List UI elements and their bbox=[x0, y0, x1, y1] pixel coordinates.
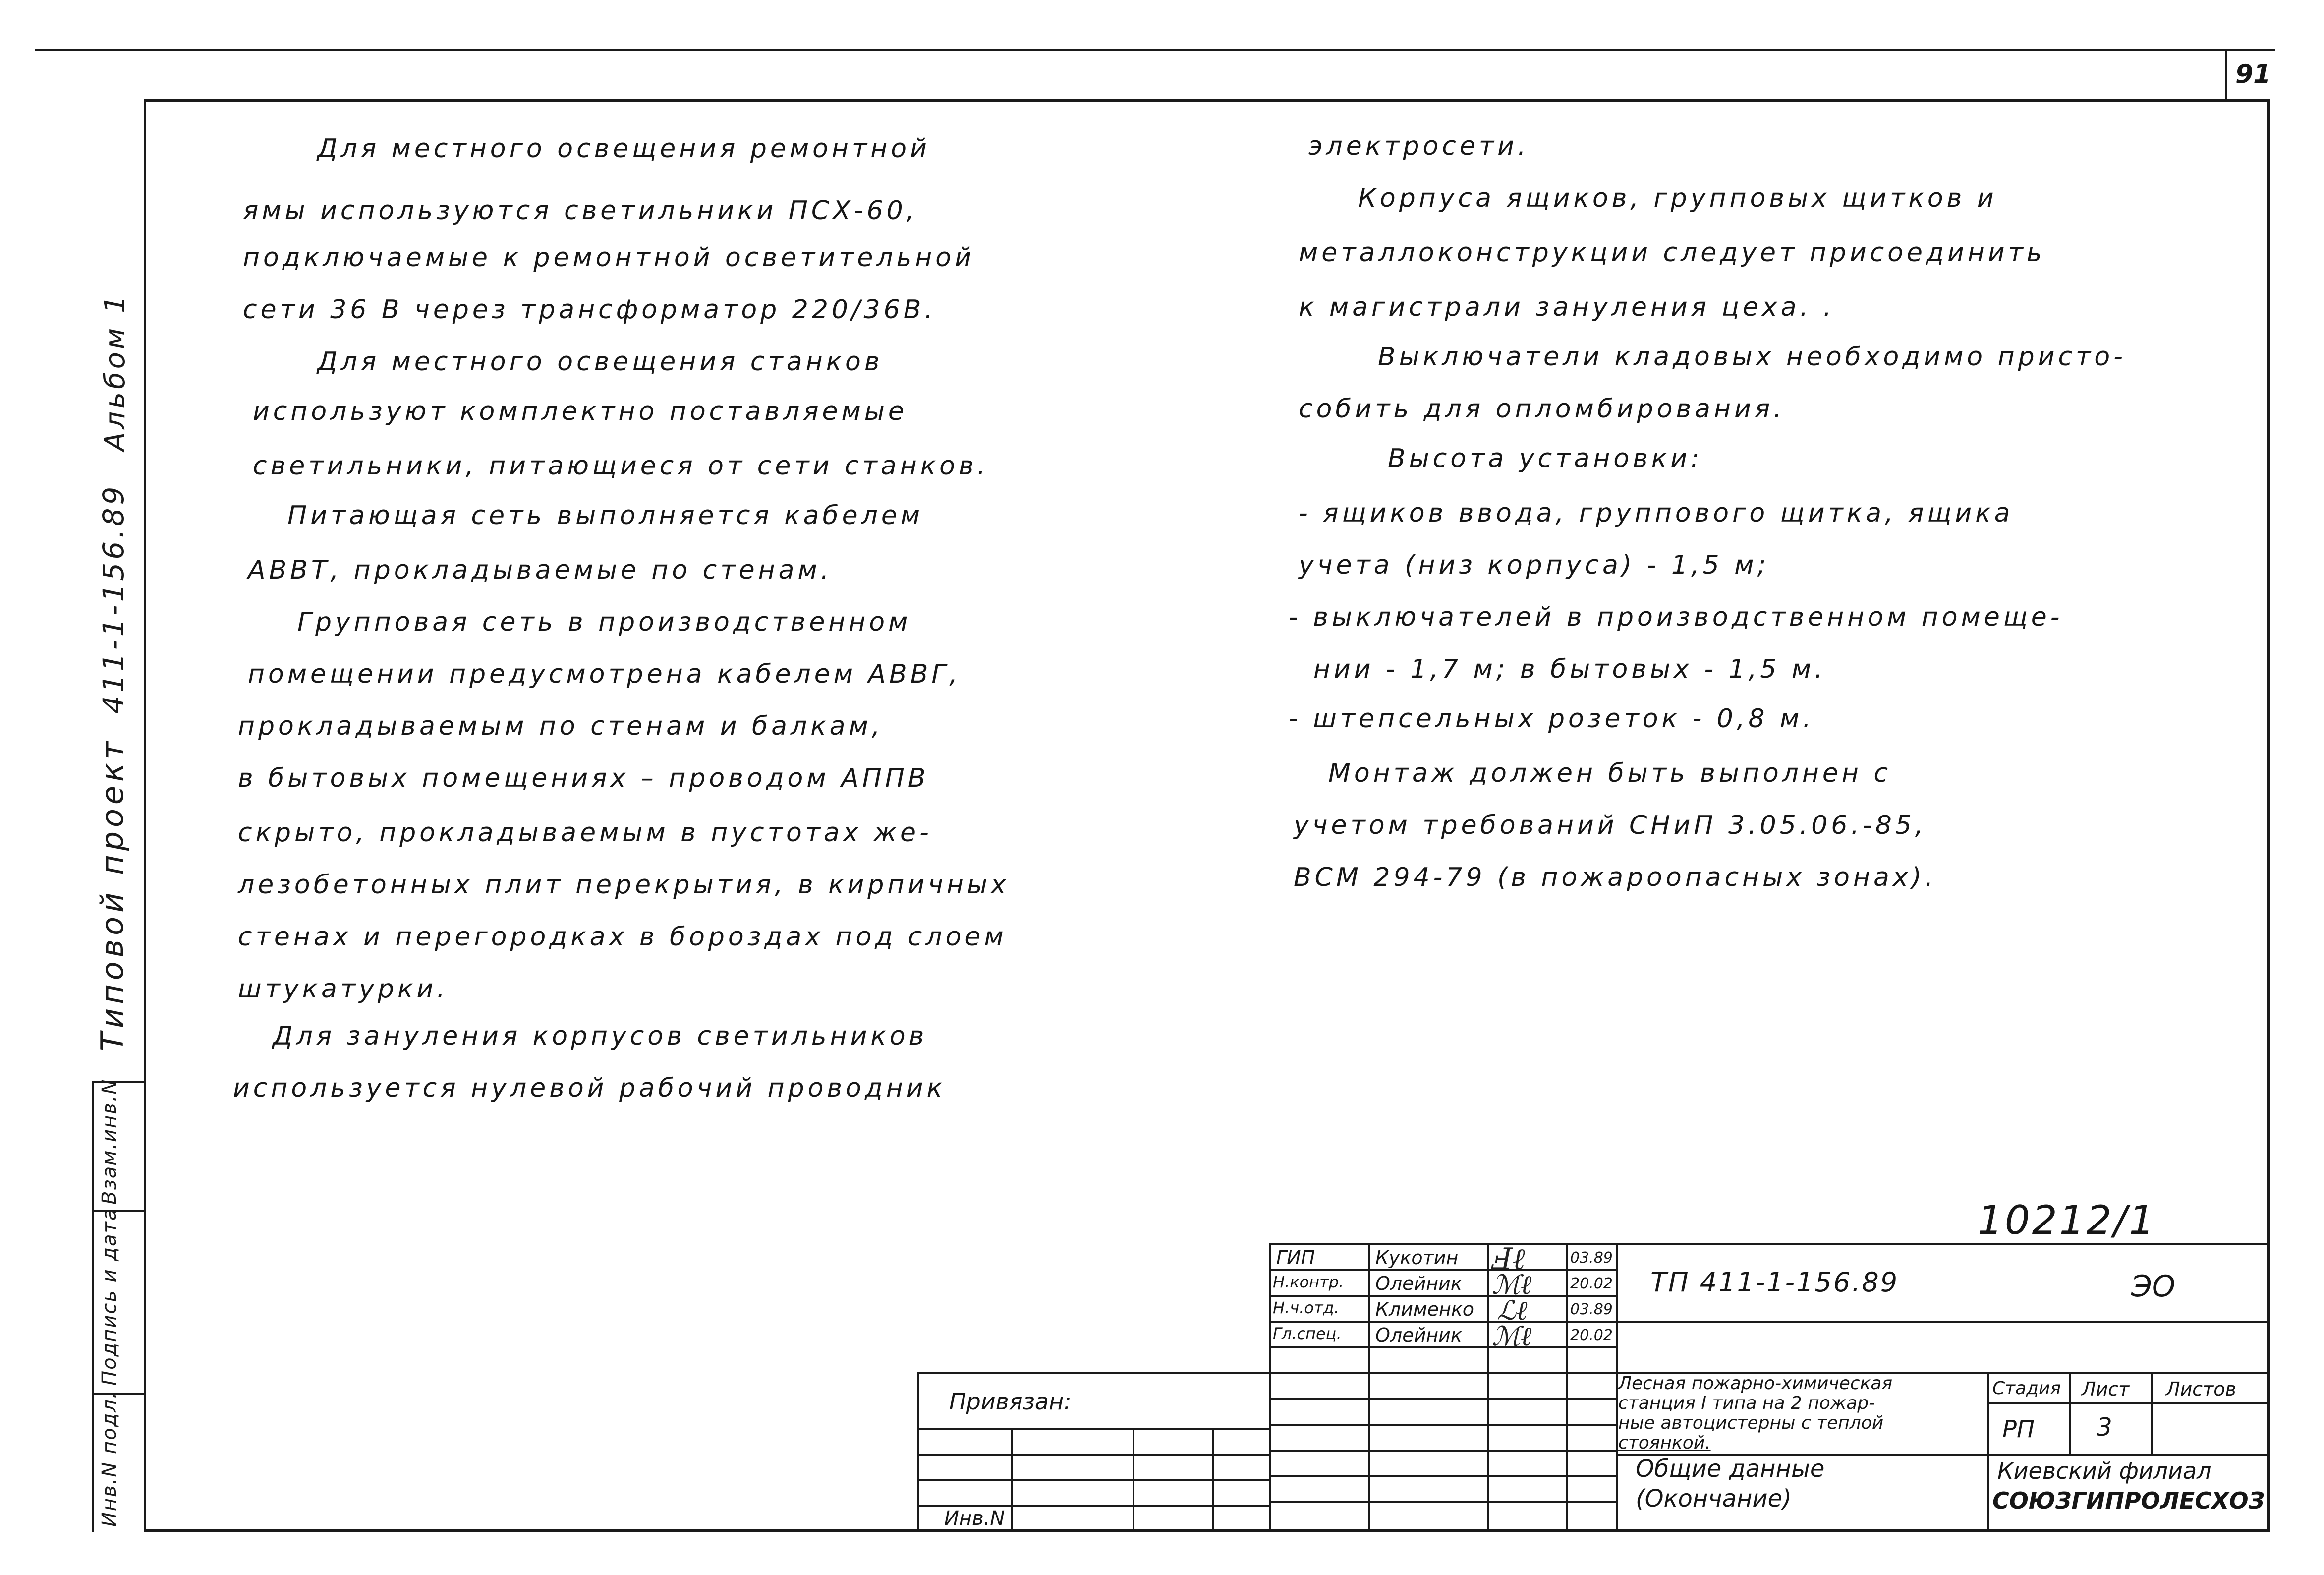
left-line-5: Для местного освещения станков bbox=[317, 347, 883, 377]
stage-header: Стадия bbox=[1992, 1378, 2061, 1399]
right-line-13: Монтаж должен быть выполнен с bbox=[1328, 758, 1892, 788]
object-title-line-2: станция I типа на 2 пожар- bbox=[1618, 1393, 1875, 1413]
side-stamp-replace-inv: Взам.инв.N bbox=[98, 1078, 121, 1205]
sheet-number-top: 91 bbox=[2235, 59, 2271, 89]
tb-col-date-end bbox=[1616, 1243, 1618, 1532]
signer-role-4: Гл.спец. bbox=[1273, 1324, 1342, 1343]
right-line-15: ВСМ 294-79 (в пожароопасных зонах). bbox=[1294, 863, 1937, 892]
left-line-10: Групповая сеть в производственном bbox=[297, 607, 911, 637]
side-series: Типовой проект bbox=[94, 737, 130, 1051]
left-line-1: Для местного освещения ремонтной bbox=[317, 134, 930, 164]
bind-row-1 bbox=[917, 1428, 1269, 1430]
signature-mark: ℳℓ bbox=[1492, 1321, 1532, 1352]
signer-name-3: Клименко bbox=[1375, 1298, 1474, 1320]
left-line-8: Питающая сеть выполняется кабелем bbox=[287, 501, 924, 530]
tb-signer-row-3 bbox=[1269, 1321, 1616, 1323]
inventory-number: 10212/1 bbox=[1978, 1197, 2156, 1243]
tb-top-line bbox=[1269, 1243, 2270, 1245]
tb-info-divider bbox=[1987, 1372, 1989, 1532]
side-stamp-original-inv: Инв.N подл. bbox=[98, 1391, 121, 1527]
tb-signer-row-6 bbox=[1269, 1398, 1616, 1400]
side-project-number: 411-1-156.89 bbox=[97, 483, 130, 714]
tb-signer-row-8 bbox=[1269, 1450, 1616, 1452]
right-line-4: к магистрали зануления цеха. . bbox=[1299, 292, 1835, 322]
drawing-title-line-2: (Окончание) bbox=[1636, 1485, 1792, 1513]
signature-mark: ℒℓ bbox=[1497, 1295, 1528, 1326]
object-title-line-1: Лесная пожарно-химическая bbox=[1618, 1373, 1893, 1394]
bind-row-2 bbox=[917, 1454, 1269, 1456]
bind-top bbox=[917, 1372, 1269, 1374]
left-line-4: сети 36 В через трансформатор 220/36В. bbox=[243, 295, 936, 325]
organization-line-2: СОЮЗГИПРОЛЕСХОЗ bbox=[1992, 1487, 2265, 1514]
left-line-2: ямы используются светильники ПСХ-60, bbox=[243, 196, 918, 226]
left-line-15: лезобетонных плит перекрытия, в кирпичных bbox=[238, 870, 1010, 900]
bind-row-3 bbox=[917, 1479, 1269, 1481]
bind-col-3 bbox=[1212, 1428, 1214, 1532]
left-line-12: прокладываемым по стенам и балкам, bbox=[238, 711, 884, 741]
tb-signer-row-1 bbox=[1269, 1269, 1616, 1271]
sheet-header: Лист bbox=[2082, 1378, 2130, 1400]
right-line-6: собить для опломбирования. bbox=[1299, 394, 1785, 424]
signer-role-3: Н.ч.отд. bbox=[1273, 1298, 1339, 1317]
sheets-header: Листов bbox=[2166, 1378, 2236, 1400]
right-line-1: электросети. bbox=[1308, 131, 1530, 161]
tb-signer-row-9 bbox=[1269, 1475, 1616, 1477]
right-line-9: учета (низ корпуса) - 1,5 м; bbox=[1299, 550, 1769, 580]
signer-role-1: ГИП bbox=[1276, 1247, 1315, 1269]
signer-name-4: Олейник bbox=[1375, 1324, 1462, 1346]
bind-col-2 bbox=[1133, 1428, 1134, 1532]
right-line-3: металлоконструкции следует присоединить bbox=[1299, 238, 2045, 268]
left-line-3: подключаемые к ремонтной осветительной bbox=[243, 243, 975, 273]
tb-signer-row-4 bbox=[1269, 1346, 1616, 1348]
left-line-6: используют комплектно поставляемые bbox=[253, 397, 907, 426]
tb-signer-row-5 bbox=[1269, 1372, 1616, 1374]
drawing-mark: ЭО bbox=[2131, 1269, 2176, 1304]
inv-label: Инв.N bbox=[944, 1507, 1005, 1530]
left-line-17: штукатурки. bbox=[238, 974, 449, 1004]
tb-right-row-1 bbox=[1616, 1321, 2270, 1323]
tb-signer-row-2 bbox=[1269, 1295, 1616, 1297]
tb-col-name-end bbox=[1487, 1243, 1489, 1532]
left-line-16: стенах и перегородках в бороздах под слоем bbox=[238, 922, 1007, 952]
right-line-10: - выключателей в производственном помеще- bbox=[1289, 602, 2063, 632]
signer-name-2: Олейник bbox=[1375, 1273, 1462, 1294]
side-stamp-signature-date: Подпись и дата bbox=[98, 1207, 121, 1386]
signer-name-1: Кукотин bbox=[1375, 1247, 1459, 1269]
tb-sheet-divider bbox=[2151, 1372, 2153, 1454]
signer-date-1: 03.89 bbox=[1570, 1249, 1613, 1267]
bind-col-1 bbox=[1011, 1428, 1013, 1532]
left-line-7: светильники, питающиеся от сети станков. bbox=[253, 451, 989, 481]
signer-date-4: 20.02 bbox=[1570, 1327, 1613, 1344]
right-line-12: - штепсельных розеток - 0,8 м. bbox=[1289, 704, 1814, 734]
left-line-11: помещении предусмотрена кабелем АВВГ, bbox=[248, 659, 961, 689]
tb-left-line bbox=[1269, 1243, 1271, 1532]
side-album: Альбом 1 bbox=[99, 292, 131, 451]
left-line-19: используется нулевой рабочий проводник bbox=[233, 1073, 946, 1103]
signer-date-2: 20.02 bbox=[1570, 1275, 1613, 1292]
sheet-number-divider bbox=[2225, 50, 2227, 100]
sheet-value: 3 bbox=[2097, 1413, 2112, 1442]
tb-signer-row-7 bbox=[1269, 1424, 1616, 1426]
tb-signer-row-10 bbox=[1269, 1501, 1616, 1503]
right-line-14: учетом требований СНиП 3.05.06.-85, bbox=[1294, 811, 1927, 840]
top-edge-line bbox=[35, 49, 2275, 51]
signature-mark: ℳℓ bbox=[1492, 1269, 1532, 1300]
left-line-14: скрыто, прокладываемым в пустотах же- bbox=[238, 818, 932, 848]
tb-col-role-end bbox=[1368, 1243, 1370, 1532]
object-title-line-3: ные автоцистерны с теплой bbox=[1618, 1413, 1884, 1433]
right-line-11: нии - 1,7 м; в бытовых - 1,5 м. bbox=[1313, 654, 1826, 684]
left-line-9: АВВТ, прокладываемые по стенам. bbox=[248, 555, 833, 585]
drawing-title-line-1: Общие данные bbox=[1636, 1455, 1825, 1483]
right-line-8: - ящиков ввода, группового щитка, ящика bbox=[1299, 498, 2014, 528]
signature-mark: Ⅎℓ bbox=[1492, 1242, 1525, 1277]
tb-stage-header-line bbox=[1987, 1402, 2270, 1404]
right-line-7: Высота установки: bbox=[1388, 444, 1703, 473]
stage-value: РП bbox=[2002, 1415, 2035, 1443]
signer-role-2: Н.контр. bbox=[1273, 1273, 1344, 1291]
right-line-5: Выключатели кладовых необходимо присто- bbox=[1378, 342, 2126, 372]
right-line-2: Корпуса ящиков, групповых щитков и bbox=[1358, 183, 1997, 213]
bound-label: Привязан: bbox=[949, 1388, 1072, 1415]
tb-col-sign-end bbox=[1566, 1243, 1568, 1532]
bind-left bbox=[917, 1372, 919, 1532]
side-strip-left bbox=[92, 1081, 94, 1532]
signer-date-3: 03.89 bbox=[1570, 1301, 1613, 1318]
left-line-18: Для зануления корпусов светильников bbox=[273, 1021, 928, 1051]
organization-line-1: Киевский филиал bbox=[1997, 1458, 2211, 1484]
project-code: ТП 411-1-156.89 bbox=[1650, 1267, 1899, 1298]
object-title-line-4: стоянкой. bbox=[1618, 1433, 1711, 1453]
left-line-13: в бытовых помещениях – проводом АППВ bbox=[238, 763, 929, 793]
tb-stage-divider bbox=[2069, 1372, 2071, 1454]
